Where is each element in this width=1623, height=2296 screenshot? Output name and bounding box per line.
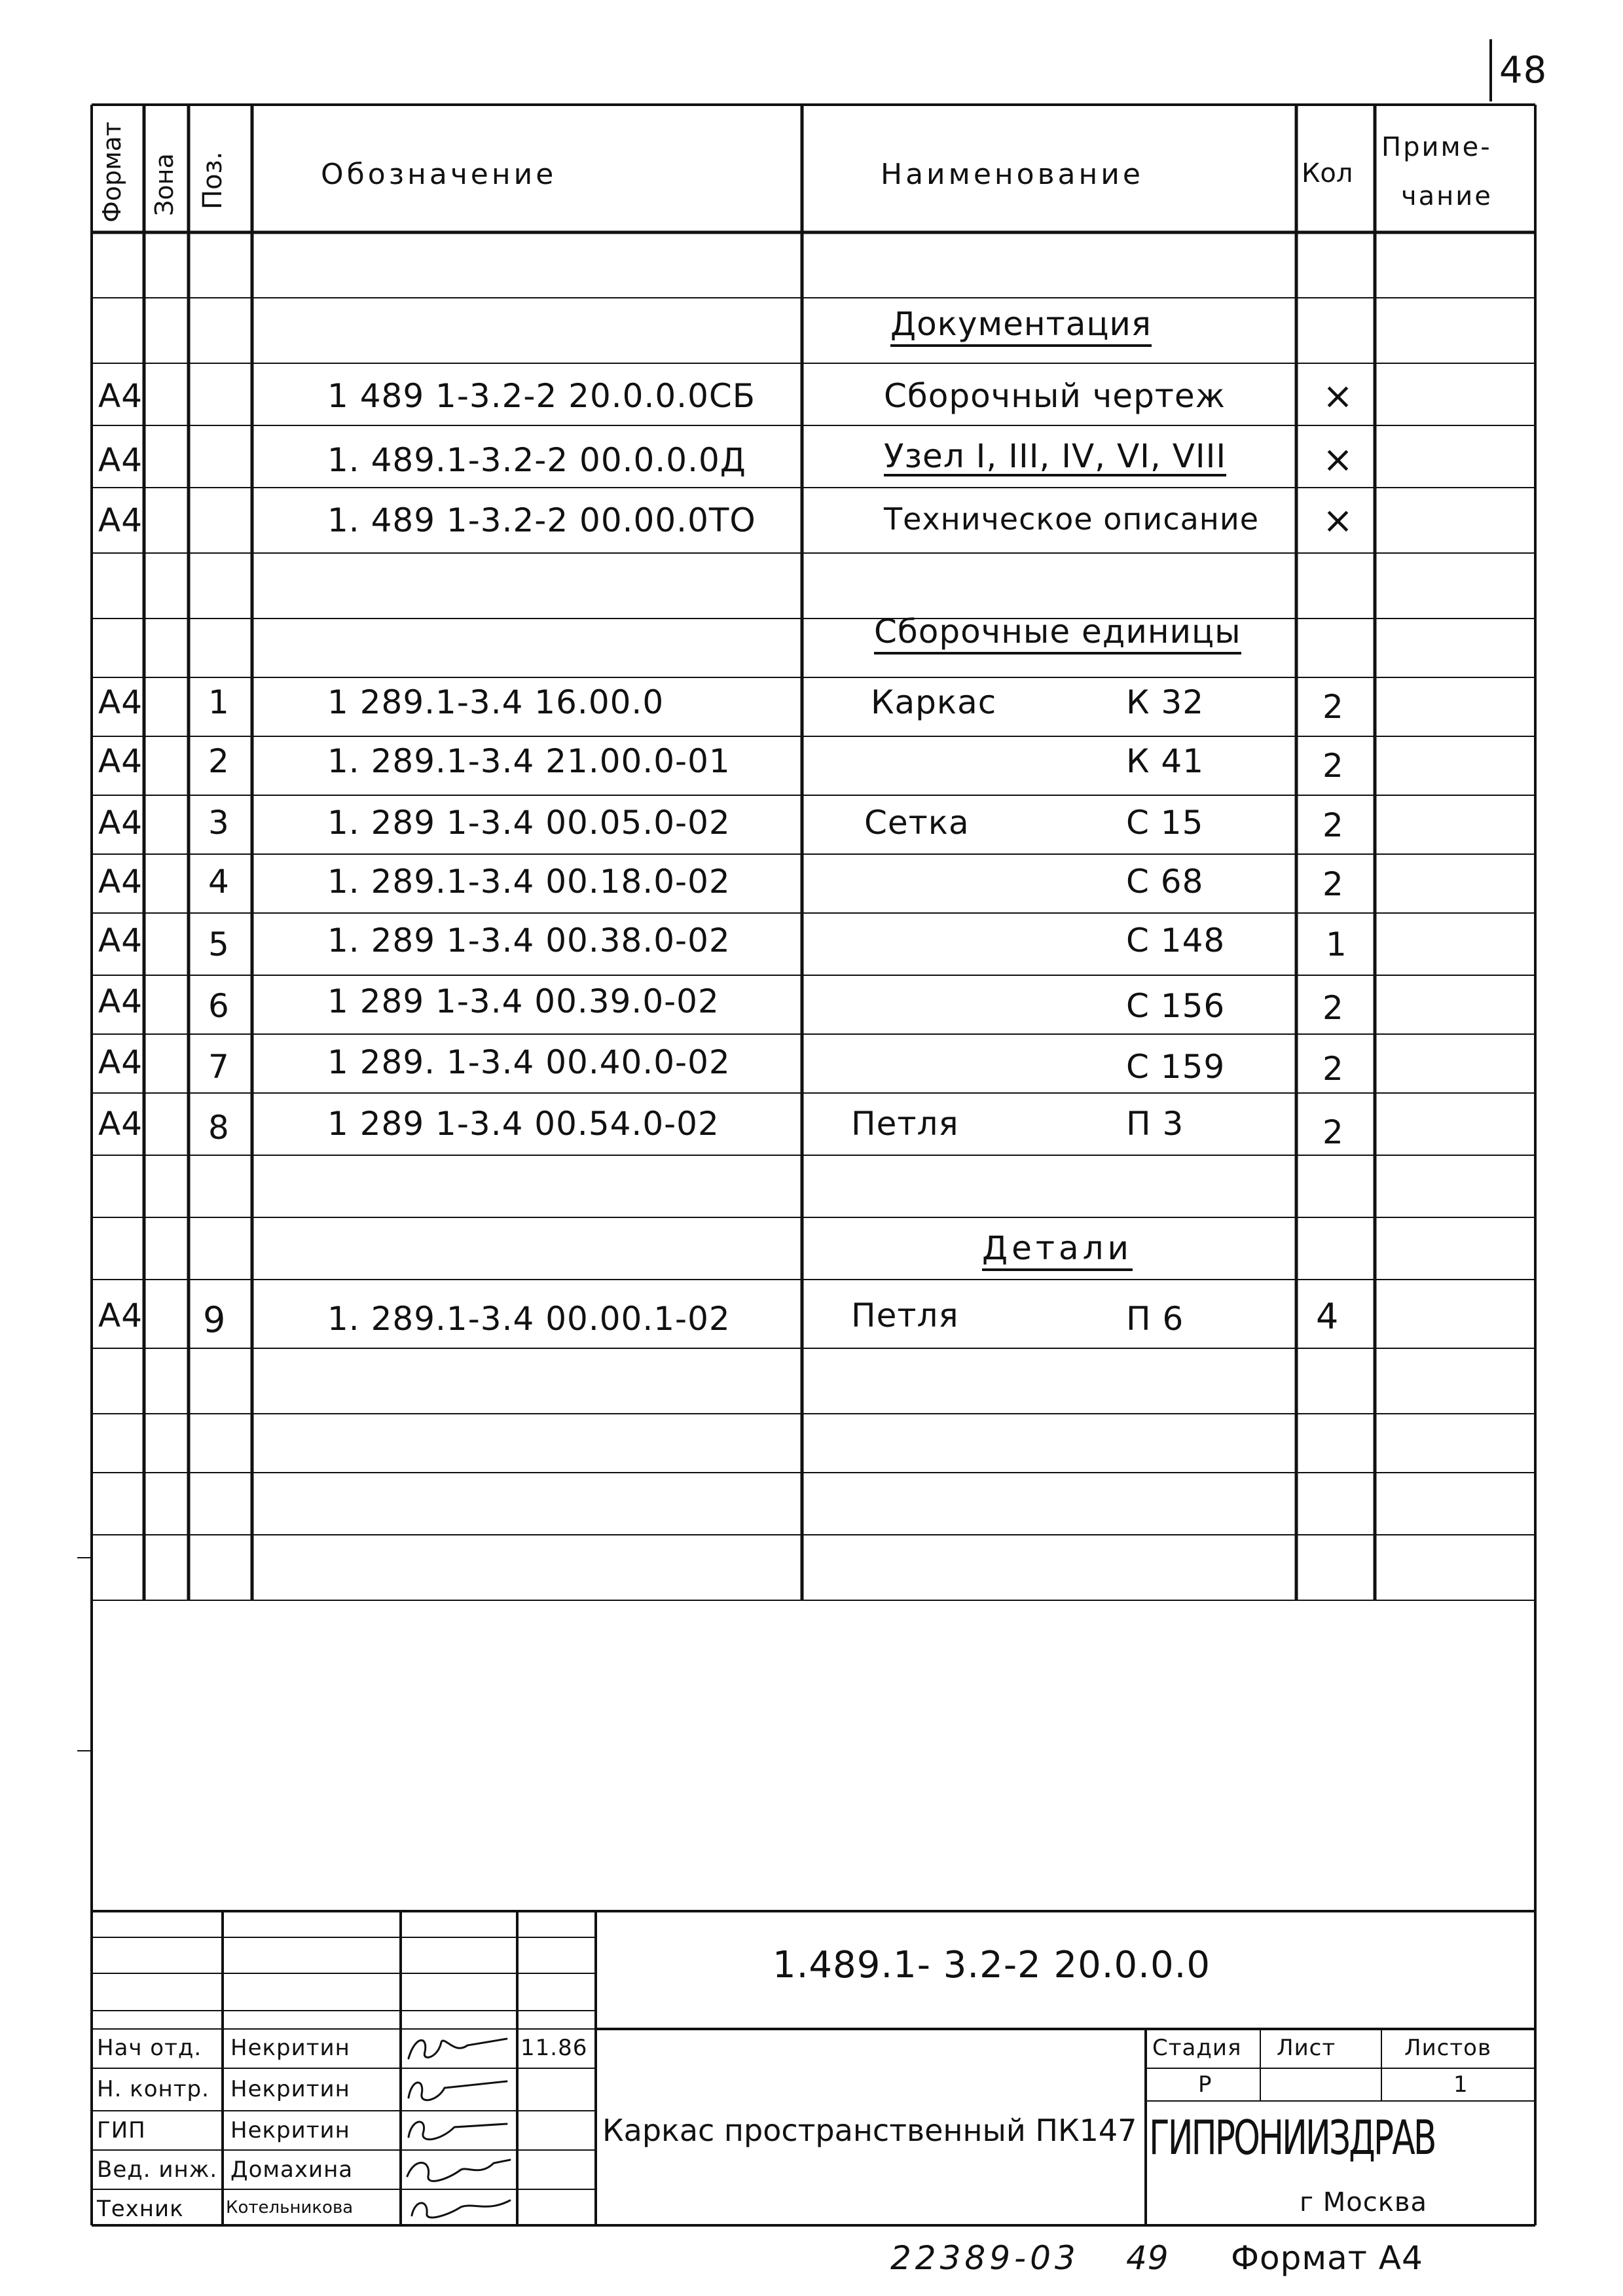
asm-row-6-mark: С 156 [1126,987,1226,1025]
title-sheets-value: 1 [1453,2072,1468,2098]
doc-row-3-designation: 1. 489 1-3.2-2 00.00.0ТО [327,501,756,539]
doc-row-3-name: Техническое описание [884,501,1260,537]
asm-row-7-designation: 1 289. 1-3.4 00.40.0-02 [327,1043,731,1081]
doc-row-2-designation: 1. 489.1-3.2-2 00.0.0.0Д [327,441,746,479]
asm-row-4-mark: С 68 [1126,863,1204,901]
asm-row-4-qty: 2 [1322,865,1344,903]
signer-3-name: Некритин [230,2117,350,2144]
asm-row-4-pos: 4 [208,863,230,901]
section-documentation: Документация [890,308,1152,347]
asm-row-3-qty: 2 [1322,806,1344,844]
asm-row-8-pos: 8 [208,1109,230,1147]
part-row-1-name: Петля [851,1297,959,1335]
part-row-1-qty: 4 [1316,1296,1340,1337]
header-qty: Кол [1302,158,1353,188]
title-sheet-label: Лист [1277,2035,1336,2061]
asm-row-1-format: А4 [98,683,143,721]
signer-5-role: Техник [97,2196,184,2222]
asm-row-3-mark: С 15 [1126,804,1204,842]
asm-row-7-qty: 2 [1322,1050,1344,1088]
doc-row-2-name: Узел I, III, IV, VI, VIII [884,437,1227,475]
header-zone: Зона [150,153,179,216]
footer-archive-no: 22389-03 [890,2239,1080,2277]
asm-row-3-format: А4 [98,804,143,842]
signatures [402,2029,520,2225]
title-stage-label: Стадия [1152,2035,1242,2061]
doc-row-1-qty: × [1322,375,1354,418]
doc-row-2-qty: × [1322,439,1354,481]
doc-row-1-designation: 1 489 1-3.2-2 20.0.0.0СБ [327,377,756,415]
signer-1-name: Некритин [230,2035,350,2061]
doc-row-3-format: А4 [98,501,143,539]
asm-row-4-format: А4 [98,863,143,901]
asm-row-1-name: Каркас [871,683,997,721]
signer-4-name: Домахина [230,2157,354,2183]
part-row-1-pos: 9 [203,1299,227,1340]
asm-row-2-format: А4 [98,742,143,780]
asm-row-2-pos: 2 [208,742,230,780]
footer-sheet-no: 49 [1126,2239,1169,2277]
asm-row-5-designation: 1. 289 1-3.4 00.38.0-02 [327,922,731,960]
signer-5-name: Котельникова [226,2198,354,2217]
signer-4-role: Вед. инж. [97,2157,218,2183]
doc-row-3-qty: × [1322,499,1354,542]
asm-row-6-format: А4 [98,982,143,1020]
header-note-line2: чание [1401,181,1493,211]
header-pos: Поз. [198,151,228,209]
asm-row-3-pos: 3 [208,804,230,842]
asm-row-5-pos: 5 [208,925,230,963]
asm-row-8-name: Петля [851,1105,959,1143]
section-assembly-units: Сборочные единицы [874,615,1241,655]
header-designation: Обозначение [321,158,557,191]
title-stage-value: Р [1198,2072,1213,2098]
asm-row-1-pos: 1 [208,683,230,721]
doc-row-2-format: А4 [98,441,143,479]
part-row-1-designation: 1. 289.1-3.4 00.00.1-02 [327,1300,731,1338]
page-number: 48 [1499,49,1548,92]
asm-row-8-format: А4 [98,1105,143,1143]
asm-row-3-name: Сетка [864,804,970,842]
asm-row-1-qty: 2 [1322,688,1344,726]
asm-row-8-qty: 2 [1322,1113,1344,1151]
asm-row-4-designation: 1. 289.1-3.4 00.18.0-02 [327,863,731,901]
header-note-line1: Приме- [1381,132,1492,162]
asm-row-5-mark: С 148 [1126,922,1226,960]
asm-row-2-designation: 1. 289.1-3.4 21.00.0-01 [327,742,731,780]
asm-row-7-format: А4 [98,1043,143,1081]
asm-row-5-qty: 1 [1326,925,1347,963]
asm-row-6-designation: 1 289 1-3.4 00.39.0-02 [327,982,720,1020]
asm-row-2-qty: 2 [1322,747,1344,785]
title-sheets-label: Листов [1404,2035,1492,2061]
title-doc-code: 1.489.1- 3.2-2 20.0.0.0 [773,1944,1211,1986]
asm-row-3-designation: 1. 289 1-3.4 00.05.0-02 [327,804,731,842]
asm-row-6-pos: 6 [208,987,230,1025]
signer-3-role: ГИП [97,2117,146,2144]
part-row-1-mark: П 6 [1126,1300,1184,1338]
title-org-name: ГИПРОНИИЗДРАВ [1149,2110,1435,2165]
footer-format-label: Формат А4 [1231,2239,1423,2277]
header-name: Наименование [881,158,1144,191]
asm-row-1-designation: 1 289.1-3.4 16.00.0 [327,683,665,721]
asm-row-5-format: А4 [98,922,143,960]
asm-row-8-mark: П 3 [1126,1105,1184,1143]
section-parts: Детали [982,1232,1133,1271]
title-date: 11.86 [520,2035,588,2061]
asm-row-7-mark: С 159 [1126,1048,1226,1086]
asm-row-6-qty: 2 [1322,989,1344,1027]
asm-row-7-pos: 7 [208,1048,230,1086]
signer-2-name: Некритин [230,2076,350,2102]
doc-row-1-format: А4 [98,377,143,415]
doc-row-1-name: Сборочный чертеж [884,377,1226,415]
header-format: Формат [98,121,126,223]
part-row-1-format: А4 [98,1297,143,1335]
asm-row-2-mark: К 41 [1126,742,1205,780]
asm-row-1-mark: К 32 [1126,683,1205,721]
signer-2-role: Н. контр. [97,2076,210,2102]
title-object-name: Каркас пространственный ПК147 [602,2113,1137,2148]
signer-1-role: Нач отд. [97,2035,202,2061]
asm-row-8-designation: 1 289 1-3.4 00.54.0-02 [327,1105,720,1143]
title-org-city: г Москва [1300,2187,1427,2217]
